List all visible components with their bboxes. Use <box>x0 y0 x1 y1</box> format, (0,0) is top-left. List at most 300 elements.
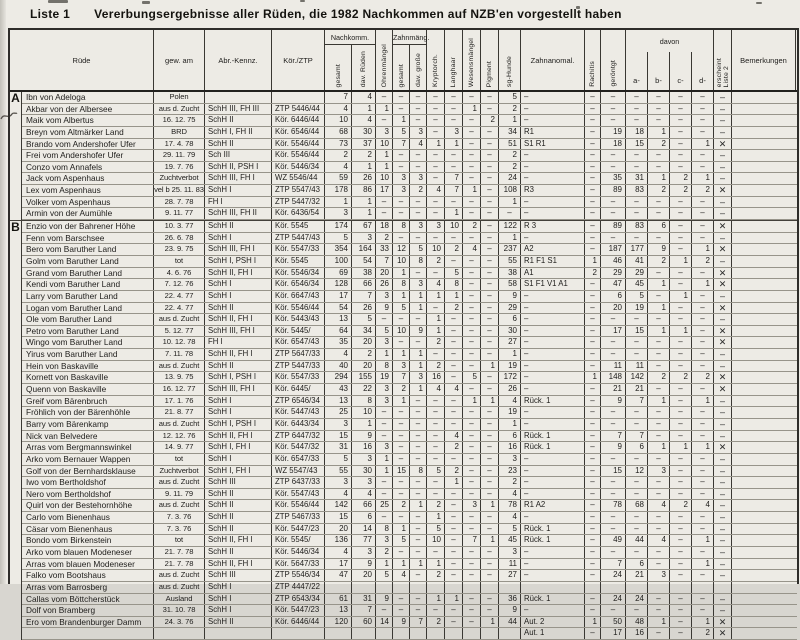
hd-c-cell: 1 <box>670 326 692 337</box>
nachkommen-gesamt-cell: 31 <box>325 442 352 453</box>
zahnmaengel-grosse-cell: – <box>410 535 427 546</box>
nachkommen-rueden-cell: 3 <box>352 547 376 558</box>
geroentgt-cell: 7 <box>601 431 626 442</box>
pigment-cell: 1 <box>481 396 499 407</box>
birth-date-cell: aus d. Zucht <box>154 419 205 430</box>
zahnanomal-cell: – <box>521 407 585 418</box>
koer-ztp-cell: Kör. 6546/44 <box>272 127 325 138</box>
pigment-cell: – <box>481 489 499 500</box>
kryptorch-cell: – <box>427 127 445 138</box>
nachkommen-rueden-cell: 16 <box>352 442 376 453</box>
hd-b-cell: 1 <box>648 127 670 138</box>
dog-name-cell: Maik vom Albertus <box>22 115 154 126</box>
zahnmaengel-grosse-cell: 3 <box>410 372 427 383</box>
erscheint-liste2-cell: – <box>714 512 732 523</box>
koer-ztp-cell: Kör. 6443/34 <box>272 419 325 430</box>
dog-name-cell: Enzio von der Bahrener Höhe <box>22 221 154 232</box>
sg-hunde-cell: – <box>499 208 521 219</box>
sg-hunde-cell: 122 <box>499 221 521 232</box>
hd-c-cell: – <box>670 303 692 314</box>
pigment-cell: – <box>481 419 499 430</box>
koer-ztp-cell: Kör. 6647/43 <box>272 291 325 302</box>
hd-a-cell: 68 <box>626 500 648 511</box>
hd-c-cell: – <box>670 361 692 372</box>
hd-b-cell <box>648 582 670 593</box>
kryptorch-cell: 1 <box>427 139 445 150</box>
nachkommen-gesamt-cell: 3 <box>325 419 352 430</box>
hd-d-cell: – <box>692 407 714 418</box>
nachkommen-gesamt-cell: 7 <box>325 92 352 103</box>
hd-c-cell: 2 <box>670 173 692 184</box>
dog-name-cell: Grand vom Baruther Land <box>22 268 154 279</box>
sg-hunde-cell: 44 <box>499 617 521 628</box>
hd-d-cell: 1 <box>692 617 714 628</box>
table-row <box>22 291 797 303</box>
hd-c-cell: – <box>670 535 692 546</box>
hd-d-cell: – <box>692 326 714 337</box>
hd-d-cell: – <box>692 419 714 430</box>
wesensmaengel-cell: – <box>463 279 481 290</box>
rachitis-cell: 1 <box>585 617 601 628</box>
langhaar-cell: 1 <box>445 477 463 488</box>
rachitis-cell: – <box>585 454 601 465</box>
birth-date-cell: 14. 9. 77 <box>154 442 205 453</box>
table-row <box>22 454 797 466</box>
zahnmaengel-grosse-cell: 1 <box>410 349 427 360</box>
birth-date-cell: 21. 7. 78 <box>154 547 205 558</box>
zahnanomal-cell: – <box>521 419 585 430</box>
sg-hunde-cell: 3 <box>499 547 521 558</box>
hd-c-cell: – <box>670 104 692 115</box>
sg-hunde-cell: 1 <box>499 197 521 208</box>
wesensmaengel-cell: – <box>463 208 481 219</box>
col-header-kryptorch: Kryptorch. <box>427 30 445 90</box>
rachitis-cell: – <box>585 535 601 546</box>
sg-hunde-cell: 2 <box>499 150 521 161</box>
zahnmaengel-gesamt-cell: 7 <box>393 372 410 383</box>
zahnmaengel-grosse-cell: – <box>410 150 427 161</box>
wesensmaengel-cell: – <box>463 384 481 395</box>
langhaar-cell <box>445 582 463 593</box>
hd-d-cell: 1 <box>692 139 714 150</box>
hd-c-cell: – <box>670 150 692 161</box>
hd-d-cell: – <box>692 512 714 523</box>
geroentgt-cell: 35 <box>601 173 626 184</box>
kryptorch-cell: 1 <box>427 559 445 570</box>
zahnmaengel-grosse-cell: – <box>410 442 427 453</box>
erscheint-liste2-cell: – <box>714 407 732 418</box>
ohrenmaengel-cell: 3 <box>376 291 393 302</box>
training-marks-cell: SchH II <box>205 500 272 511</box>
langhaar-cell: 7 <box>445 185 463 196</box>
birth-date-cell: 4. 6. 76 <box>154 268 205 279</box>
rachitis-cell: – <box>585 466 601 477</box>
hd-d-cell: – <box>692 115 714 126</box>
bemerkungen-cell <box>732 279 796 290</box>
bemerkungen-cell <box>732 233 796 244</box>
training-marks-cell: SchH III, FH II <box>205 208 272 219</box>
wesensmaengel-cell: 2 <box>463 221 481 232</box>
training-marks-cell: SchH II, FH I <box>205 535 272 546</box>
ohrenmaengel-cell: 14 <box>376 617 393 628</box>
birth-date-cell: BRD <box>154 127 205 138</box>
rachitis-cell: – <box>585 547 601 558</box>
geroentgt-cell: – <box>601 104 626 115</box>
langhaar-cell: 1 <box>445 594 463 605</box>
dog-name-cell: Arras vom Barrosberg <box>22 582 154 593</box>
rachitis-cell: – <box>585 442 601 453</box>
erscheint-liste2-cell: – <box>714 115 732 126</box>
erscheint-liste2-cell: ✕ <box>714 303 732 314</box>
nachkommen-gesamt-cell: 13 <box>325 396 352 407</box>
hd-b-cell: 1 <box>648 617 670 628</box>
ohrenmaengel-cell: 17 <box>376 185 393 196</box>
bemerkungen-cell <box>732 396 796 407</box>
dog-name-cell: Conzo vom Annafels <box>22 162 154 173</box>
hd-b-cell: – <box>648 547 670 558</box>
hd-a-cell: – <box>626 150 648 161</box>
zahnanomal-cell: – <box>521 384 585 395</box>
wesensmaengel-cell: – <box>463 442 481 453</box>
zahnmaengel-grosse-cell: 1 <box>410 303 427 314</box>
birth-date-cell: 5. 12. 77 <box>154 326 205 337</box>
zahnmaengel-gesamt-cell: 1 <box>393 559 410 570</box>
pigment-cell: – <box>481 454 499 465</box>
zahnmaengel-grosse-cell: – <box>410 92 427 103</box>
sg-hunde-cell: 16 <box>499 442 521 453</box>
ohrenmaengel-cell: 18 <box>376 221 393 232</box>
zahnmaengel-gesamt-cell: 8 <box>393 279 410 290</box>
hd-b-cell: 2 <box>648 256 670 267</box>
kryptorch-cell: 1 <box>427 291 445 302</box>
zahnanomal-cell: A1 <box>521 268 585 279</box>
pigment-cell: – <box>481 139 499 150</box>
ohrenmaengel-cell: 1 <box>376 150 393 161</box>
rachitis-cell: – <box>585 337 601 348</box>
table-row <box>22 244 797 256</box>
bemerkungen-cell <box>732 337 796 348</box>
zahnmaengel-grosse-cell: – <box>410 454 427 465</box>
langhaar-cell: 1 <box>445 291 463 302</box>
hd-a-cell: – <box>626 104 648 115</box>
koer-ztp-cell: ZTP 5546/34 <box>272 570 325 581</box>
hd-c-cell: – <box>670 115 692 126</box>
rachitis-cell: – <box>585 477 601 488</box>
nachkommen-rueden-cell: 1 <box>352 197 376 208</box>
koer-ztp-cell: Kör. 5446/34 <box>272 162 325 173</box>
bemerkungen-cell <box>732 454 796 465</box>
geroentgt-cell: 21 <box>601 384 626 395</box>
hd-b-cell: – <box>648 268 670 279</box>
hd-a-cell: – <box>626 605 648 616</box>
hd-a-cell: 19 <box>626 303 648 314</box>
rachitis-cell: – <box>585 303 601 314</box>
koer-ztp-cell: ZTP 5446/44 <box>272 104 325 115</box>
hd-b-cell: – <box>648 489 670 500</box>
langhaar-cell: – <box>445 150 463 161</box>
bemerkungen-cell <box>732 617 796 628</box>
hd-d-cell: – <box>692 233 714 244</box>
geroentgt-cell: 9 <box>601 442 626 453</box>
dog-name-cell: Cäsar vom Bienenhaus <box>22 524 154 535</box>
wesensmaengel-cell <box>463 628 481 639</box>
zahnanomal-cell: Rück. 1 <box>521 535 585 546</box>
kryptorch-cell: – <box>427 407 445 418</box>
rachitis-cell: – <box>585 127 601 138</box>
hd-d-cell: 1 <box>692 279 714 290</box>
hd-c-cell: – <box>670 407 692 418</box>
zahnmaengel-grosse-cell: – <box>410 489 427 500</box>
zahnmaengel-grosse-cell: 4 <box>410 139 427 150</box>
erscheint-liste2-cell: – <box>714 256 732 267</box>
koer-ztp-cell <box>272 628 325 639</box>
geroentgt-cell: 11 <box>601 361 626 372</box>
bemerkungen-cell <box>732 314 796 325</box>
nachkommen-gesamt-cell: 128 <box>325 279 352 290</box>
zahnmaengel-gesamt-cell: 1 <box>393 396 410 407</box>
zahnanomal-cell: Aut. 2 <box>521 617 585 628</box>
training-marks-cell: FH I <box>205 197 272 208</box>
table-row <box>22 570 797 582</box>
nachkommen-gesamt-cell: 40 <box>325 361 352 372</box>
hd-c-cell: – <box>670 92 692 103</box>
geroentgt-cell: – <box>601 208 626 219</box>
hd-d-cell: 2 <box>692 256 714 267</box>
hd-c-cell: – <box>670 454 692 465</box>
birth-date-cell: 7. 3. 76 <box>154 524 205 535</box>
hd-b-cell: 2 <box>648 372 670 383</box>
geroentgt-cell: – <box>601 454 626 465</box>
training-marks-cell <box>205 92 272 103</box>
nachkommen-gesamt-cell: 59 <box>325 173 352 184</box>
erscheint-liste2-cell: ✕ <box>714 268 732 279</box>
erscheint-liste2-cell: – <box>714 466 732 477</box>
ohrenmaengel-cell: – <box>376 92 393 103</box>
hd-a-cell: 142 <box>626 372 648 383</box>
geroentgt-cell: – <box>601 477 626 488</box>
section-letter: A <box>10 92 22 220</box>
dog-name-cell: Barry vom Bärenkamp <box>22 419 154 430</box>
pigment-cell: – <box>481 197 499 208</box>
col-header-koer-ztp <box>272 30 325 90</box>
pigment-cell: – <box>481 524 499 535</box>
bemerkungen-cell <box>732 384 796 395</box>
hd-b-cell: – <box>648 454 670 465</box>
erscheint-liste2-cell: – <box>714 197 732 208</box>
birth-date-cell: vel b 25. 11. 83 <box>154 185 204 195</box>
col-header-pigment: Pigment <box>481 30 499 90</box>
table-row <box>22 185 797 197</box>
hd-d-cell: – <box>692 208 714 219</box>
hd-a-cell: 21 <box>626 570 648 581</box>
nachkommen-gesamt-cell: 174 <box>325 221 352 232</box>
pigment-cell: – <box>481 185 499 196</box>
rachitis-cell: – <box>585 512 601 523</box>
zahnmaengel-grosse-cell: – <box>410 570 427 581</box>
hd-b-cell: 2 <box>648 139 670 150</box>
kryptorch-cell: – <box>427 92 445 103</box>
bemerkungen-cell <box>732 244 796 255</box>
hd-b-cell: 1 <box>648 303 670 314</box>
hd-b-cell: – <box>648 384 670 395</box>
ohrenmaengel-cell <box>376 628 393 639</box>
langhaar-cell: 4 <box>445 384 463 395</box>
koer-ztp-cell: Kör. 5545 <box>272 221 325 232</box>
zahnanomal-cell: Rück. 1 <box>521 524 585 535</box>
wesensmaengel-cell: – <box>463 337 481 348</box>
zahnmaengel-gesamt-cell: – <box>393 197 410 208</box>
sg-hunde-cell: 27 <box>499 570 521 581</box>
hd-b-cell: – <box>648 104 670 115</box>
koer-ztp-cell: Kör. 6547/33 <box>272 454 325 465</box>
sg-hunde-cell: 5 <box>499 524 521 535</box>
col-header-rachitis: Rachitis <box>585 30 601 90</box>
rachitis-cell: – <box>585 92 601 103</box>
langhaar-cell: 2 <box>445 466 463 477</box>
langhaar-cell: 10 <box>445 221 463 232</box>
ohrenmaengel-cell: 5 <box>376 570 393 581</box>
koer-ztp-cell: Kör. 5447/23 <box>272 524 325 535</box>
langhaar-cell: – <box>445 337 463 348</box>
sg-hunde-cell: 29 <box>499 303 521 314</box>
erscheint-liste2-cell: ✕ <box>714 628 732 639</box>
bemerkungen-cell <box>732 162 796 173</box>
zahnmaengel-grosse-cell: – <box>410 547 427 558</box>
hd-c-cell: 2 <box>670 500 692 511</box>
koer-ztp-cell: ZTP 5467/33 <box>272 512 325 523</box>
birth-date-cell: 28. 7. 78 <box>154 197 205 208</box>
koer-ztp-cell: Kör. 5546/44 <box>272 139 325 150</box>
training-marks-cell: SchH II <box>205 524 272 535</box>
kryptorch-cell: – <box>427 303 445 314</box>
table-row <box>22 221 797 233</box>
zahnanomal-cell: – <box>521 372 585 383</box>
table-row <box>22 92 797 104</box>
koer-ztp-cell: Kör. 5546/34 <box>272 268 325 279</box>
kryptorch-cell: 5 <box>427 524 445 535</box>
pigment-cell: – <box>481 279 499 290</box>
dog-name-cell: Ibn von Adeloga <box>22 92 154 103</box>
hd-a-cell: 12 <box>626 466 648 477</box>
wesensmaengel-cell: – <box>463 431 481 442</box>
geroentgt-cell: – <box>601 512 626 523</box>
zahnmaengel-gesamt-cell: 4 <box>393 570 410 581</box>
wesensmaengel-cell: – <box>463 326 481 337</box>
ohrenmaengel-cell: 33 <box>376 244 393 255</box>
nachkommen-rueden-cell: 31 <box>352 594 376 605</box>
zahnanomal-cell: R3 <box>521 185 585 196</box>
zahnmaengel-gesamt-cell <box>393 582 410 593</box>
hd-a-cell: – <box>626 512 648 523</box>
langhaar-cell: – <box>445 500 463 511</box>
hd-d-cell: – <box>692 197 714 208</box>
sg-hunde-cell: 3 <box>499 454 521 465</box>
dog-name-cell: Quenn von Baskaville <box>22 384 154 395</box>
training-marks-cell: SchH II <box>205 512 272 523</box>
table-row <box>22 268 797 280</box>
dog-name-cell: Bero vom Baruther Land <box>22 244 154 255</box>
bemerkungen-cell <box>732 559 796 570</box>
dog-name-cell: Frei vom Andershofer Ufer <box>22 150 154 161</box>
dog-name-cell: Armin von der Aumühle <box>22 208 154 219</box>
hd-b-cell: 3 <box>648 570 670 581</box>
wesensmaengel-cell: – <box>463 466 481 477</box>
kryptorch-cell: 5 <box>427 466 445 477</box>
ohrenmaengel-cell: – <box>376 489 393 500</box>
zahnanomal-cell: – <box>521 92 585 103</box>
hd-d-cell: 1 <box>692 396 714 407</box>
zahnmaengel-gesamt-cell <box>393 628 410 639</box>
birth-date-cell: 13. 9. 75 <box>154 372 205 383</box>
wesensmaengel-cell: – <box>463 268 481 279</box>
zahnmaengel-grosse-cell: – <box>410 162 427 173</box>
zahnanomal-cell: – <box>521 233 585 244</box>
hd-a-cell: 11 <box>626 361 648 372</box>
ohrenmaengel-cell: – <box>376 419 393 430</box>
birth-date-cell <box>154 628 205 639</box>
rachitis-cell: – <box>585 104 601 115</box>
nachkommen-rueden-cell: 14 <box>352 524 376 535</box>
training-marks-cell: SchH I <box>205 233 272 244</box>
zahnanomal-cell: – <box>521 454 585 465</box>
koer-ztp-cell: Kör. 5547/33 <box>272 244 325 255</box>
dog-name-cell: Kendi vom Baruther Land <box>22 279 154 290</box>
wesensmaengel-cell: – <box>463 594 481 605</box>
erscheint-liste2-cell: – <box>714 173 732 184</box>
langhaar-cell: – <box>445 617 463 628</box>
zahnanomal-cell <box>521 582 585 593</box>
langhaar-cell: – <box>445 256 463 267</box>
col-header-zahnanomal: Zahnanomal. <box>521 30 585 90</box>
zahnmaengel-gesamt-cell: 5 <box>393 127 410 138</box>
col-header-abr-kennz <box>205 30 272 90</box>
ohrenmaengel-cell: – <box>376 477 393 488</box>
zahnmaengel-gesamt-cell: 1 <box>393 524 410 535</box>
birth-date-cell: tot <box>154 256 205 267</box>
bemerkungen-cell <box>732 139 796 150</box>
bemerkungen-cell <box>732 500 796 511</box>
hd-d-cell: – <box>692 92 714 103</box>
zahnanomal-cell: – <box>521 162 585 173</box>
table-row <box>22 314 797 326</box>
col-header-geroentgt: geröntgt <box>601 30 626 90</box>
kryptorch-cell: 1 <box>427 314 445 325</box>
ohrenmaengel-cell: 9 <box>376 594 393 605</box>
sg-hunde-cell: 26 <box>499 384 521 395</box>
page-title <box>30 7 622 21</box>
erscheint-liste2-cell: – <box>714 349 732 360</box>
erscheint-liste2-cell: – <box>714 104 732 115</box>
sg-hunde-cell: 237 <box>499 244 521 255</box>
rachitis-cell: – <box>585 524 601 535</box>
hd-d-cell: 1 <box>692 559 714 570</box>
koer-ztp-cell: ZTP 5447/33 <box>272 361 325 372</box>
hd-a-cell: – <box>626 197 648 208</box>
zahnmaengel-grosse-cell: – <box>410 524 427 535</box>
col-header-label: Abr.-Kennz. <box>218 55 258 65</box>
training-marks-cell: SchH III, FH I <box>205 173 272 184</box>
erscheint-liste2-cell: – <box>714 547 732 558</box>
nachkommen-gesamt-cell: 73 <box>325 139 352 150</box>
zahnmaengel-grosse-cell: – <box>410 104 427 115</box>
langhaar-cell: – <box>445 489 463 500</box>
wesensmaengel-cell: – <box>463 233 481 244</box>
bemerkungen-cell <box>732 268 796 279</box>
erscheint-liste2-cell: ✕ <box>714 337 732 348</box>
langhaar-cell: 4 <box>445 431 463 442</box>
kryptorch-cell: 2 <box>427 337 445 348</box>
ohrenmaengel-cell: 3 <box>376 127 393 138</box>
